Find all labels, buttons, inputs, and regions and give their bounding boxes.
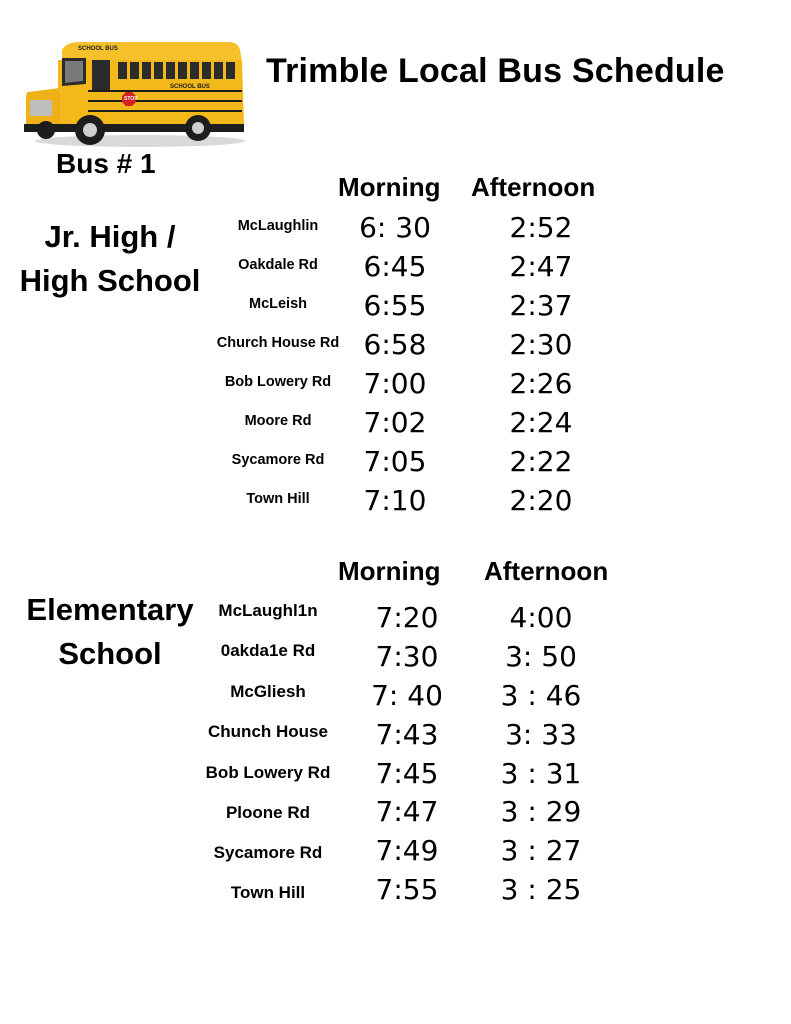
afternoon-time: 2:30: [509, 328, 573, 361]
afternoon-time: 2:24: [509, 406, 573, 439]
afternoon-time: 3 : 46: [500, 679, 582, 712]
morning-time: 7:00: [363, 367, 427, 400]
stop-name: McLaughl1n: [218, 601, 318, 620]
stop-name: Town Hill: [246, 491, 310, 507]
section-label-high-school: [12, 215, 208, 303]
bus-side-text: SCHOOL BUS: [170, 84, 210, 90]
stop-sign-text: STOP: [124, 96, 138, 102]
afternoon-time: 3 : 31: [500, 757, 582, 790]
afternoon-time: 3: 33: [505, 718, 577, 751]
page-title: Trimble Local Bus Schedule: [266, 52, 725, 90]
morning-time: 7:43: [375, 718, 439, 751]
section-label-line2: High School: [19, 263, 201, 298]
morning-time: 6: 30: [359, 211, 431, 244]
afternoon-time: 3: 50: [505, 640, 577, 673]
column-header-afternoon: Afternoon: [471, 172, 596, 202]
morning-time: 6:45: [363, 250, 427, 283]
stop-name: Moore Rd: [244, 413, 312, 429]
morning-time: 7:49: [375, 834, 439, 867]
column-header-afternoon: Afternoon: [484, 556, 609, 586]
stop-name: Church House Rd: [216, 335, 340, 351]
stop-name: 0akda1e Rd: [220, 641, 316, 660]
stop-name: Bob Lowery Rd: [224, 374, 332, 390]
stop-name: Town Hill: [230, 883, 306, 902]
afternoon-time: 2:47: [509, 250, 573, 283]
morning-time: 7: 40: [371, 679, 443, 712]
stop-name: Sycamore Rd: [213, 843, 323, 862]
stop-name: McLeish: [248, 296, 307, 312]
afternoon-time: 2:20: [509, 484, 573, 517]
morning-time: 7:47: [375, 795, 439, 828]
morning-time: 7:20: [375, 601, 439, 634]
afternoon-time: 2:37: [509, 289, 573, 322]
morning-time: 6:55: [363, 289, 427, 322]
bus-number: Bus # 1: [56, 148, 156, 179]
school-bus-image: [22, 38, 248, 150]
morning-time: 7:30: [375, 640, 439, 673]
afternoon-time: 3 : 27: [500, 834, 582, 867]
section-label-line1: Jr. High /: [44, 219, 176, 254]
morning-time: 6:58: [363, 328, 427, 361]
afternoon-time: 2:26: [509, 367, 573, 400]
stop-name: Ploone Rd: [225, 803, 311, 822]
morning-time: 7:02: [363, 406, 427, 439]
afternoon-time: 4:00: [509, 601, 573, 634]
column-header-morning: Morning: [338, 172, 441, 202]
stop-name: Chunch House: [208, 722, 328, 741]
column-header-morning: Morning: [338, 556, 441, 586]
stop-name: McLaughlin: [237, 218, 319, 234]
morning-time: 7:45: [375, 757, 439, 790]
afternoon-time: 2:52: [509, 211, 573, 244]
stop-name: Bob Lowery Rd: [205, 763, 331, 782]
morning-time: 7:05: [363, 445, 427, 478]
afternoon-time: 3 : 29: [500, 795, 582, 828]
bus-roof-text: SCHOOL BUS: [78, 46, 118, 52]
stop-name: Sycamore Rd: [231, 452, 325, 468]
section-label-line2: School: [58, 636, 162, 671]
stop-name: McGliesh: [230, 682, 306, 701]
stop-name: Oakdale Rd: [238, 257, 318, 273]
afternoon-time: 2:22: [509, 445, 573, 478]
afternoon-time: 3 : 25: [500, 873, 582, 906]
morning-time: 7:55: [375, 873, 439, 906]
morning-time: 7:10: [363, 484, 427, 517]
section-label-line1: Elementary: [26, 592, 194, 627]
